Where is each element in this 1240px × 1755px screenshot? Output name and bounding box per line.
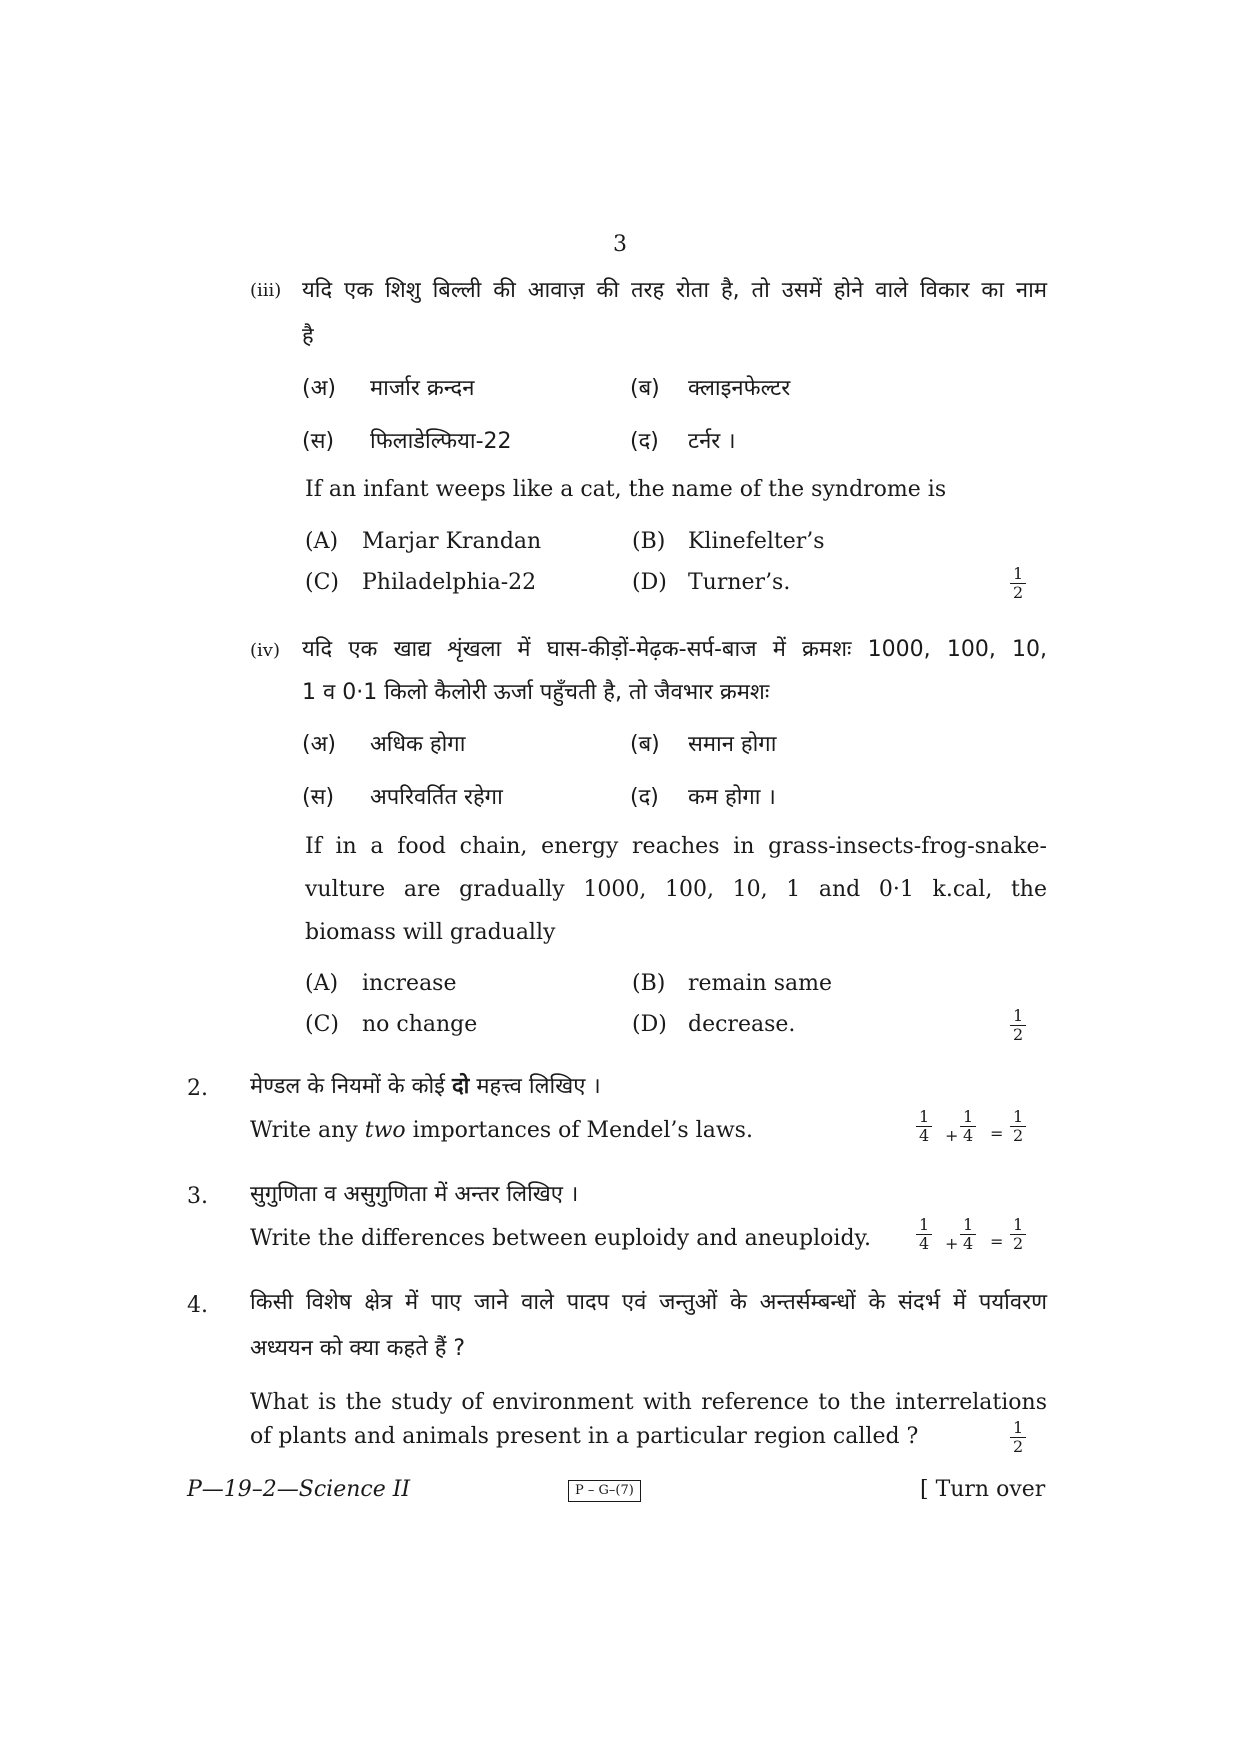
english-question-line: vulture are gradually 1000, 100, 10, 1 and 0·1 k.cal, the [305,877,1047,902]
hindi-emphasis: दो [451,1074,470,1099]
hindi-question-line: 1 व 0·1 किलो कैलोरी ऊर्जा पहुँचती है, तो जैवभार क्रमशः [302,680,770,705]
option-label: (B) [632,971,666,996]
option-label: (D) [632,570,667,595]
option-text: क्लाइनफेल्टर [688,376,791,401]
option-label: (स) [302,429,335,454]
option-label: (A) [305,529,339,554]
fraction-numerator: 1 [916,1108,932,1127]
question-number: 2. [187,1076,208,1101]
paper-code: P—19–2—Science II [187,1477,411,1502]
option-text: कम होगा । [688,785,776,810]
english-question-line: What is the study of environment with reference to the interrelations [250,1390,1047,1415]
option-text: अपरिवर्तित रहेगा [370,785,503,810]
fraction-denominator: 4 [919,1234,930,1253]
option-label: (ब) [630,376,660,401]
hindi-question-line: यदि एक खाद्य शृंखला में घास-कीड़ों-मेढ़क-सर्प-बाज में क्रमशः 1000, 100, 10, [302,637,1047,662]
marks-fraction [1010,565,1026,602]
fraction-numerator: 1 [916,1216,932,1235]
hindi-text: महत्त्व लिखिए । [469,1074,601,1099]
fraction-numerator: 1 [1010,1108,1026,1127]
marks-fraction [916,1108,932,1145]
option-text: remain same [688,971,832,996]
english-question: Write the differences between euploidy and aneuploidy. [250,1226,872,1251]
fraction-numerator: 1 [960,1108,976,1127]
option-text: Klinefelter’s [688,529,825,554]
fraction-numerator: 1 [1010,1216,1026,1235]
hindi-question: सुगुणिता व असुगुणिता में अन्तर लिखिए । [250,1182,579,1207]
english-text: importances of Mendel’s laws. [405,1118,753,1143]
option-text: अधिक होगा [370,732,466,757]
option-text: मार्जार क्रन्दन [370,376,475,401]
english-question-line: of plants and animals present in a particular region called ? [250,1424,919,1449]
option-text: समान होगा [688,732,777,757]
marks-fraction [960,1216,976,1253]
fraction-denominator: 4 [919,1126,930,1145]
hindi-text: मेण्डल के नियमों के कोई [250,1074,452,1099]
fraction-denominator: 2 [1013,1234,1024,1253]
marks-fraction [1010,1216,1026,1253]
marks-fraction [1010,1419,1026,1456]
plus-sign: + [945,1234,959,1253]
option-label: (D) [632,1012,667,1037]
english-question: If an infant weeps like a cat, the name of the syndrome is [305,477,947,502]
fraction-denominator: 2 [1013,1437,1024,1456]
hindi-question [250,1070,601,1100]
question-number: 4. [187,1293,208,1318]
option-text: decrease. [688,1012,796,1037]
english-question-line: biomass will gradually [305,920,556,945]
marks-fraction [1010,1007,1026,1044]
option-label: (द) [630,429,659,454]
english-question-line: If in a food chain, energy reaches in grass-insects-frog-snake- [305,834,1047,859]
box-code: P – G–(7) [568,1480,641,1502]
hindi-question-line: है [302,324,314,349]
hindi-question-line: यदि एक शिशु बिल्ली की आवाज़ की तरह रोता है, तो उसमें होने वाले विकार का नाम [302,278,1047,303]
option-label: (अ) [302,376,336,401]
option-label: (B) [632,529,666,554]
fraction-denominator: 4 [963,1126,974,1145]
option-text: Marjar Krandan [362,529,542,554]
part-label: (iv) [250,640,280,661]
fraction-denominator: 2 [1013,1025,1024,1044]
fraction-numerator: 1 [960,1216,976,1235]
option-label: (स) [302,785,335,810]
english-emphasis: two [364,1118,406,1143]
fraction-denominator: 4 [963,1234,974,1253]
english-text: Write any [250,1118,365,1143]
equals-sign: = [990,1124,1004,1143]
option-label: (द) [630,785,659,810]
option-text: no change [362,1012,478,1037]
marks-fraction [1010,1108,1026,1145]
option-label: (C) [305,570,339,595]
part-label: (iii) [250,280,282,301]
option-text: टर्नर । [688,429,736,454]
page-number: 3 [613,232,627,257]
option-text: फिलाडेल्फिया-22 [370,429,512,454]
option-label: (A) [305,971,339,996]
option-label: (C) [305,1012,339,1037]
option-text: Philadelphia-22 [362,570,537,595]
fraction-numerator: 1 [1010,1007,1026,1026]
option-text: Turner’s. [688,570,791,595]
turn-over-note: [ Turn over [920,1477,1046,1502]
equals-sign: = [990,1232,1004,1251]
hindi-question-line: अध्ययन को क्या कहते हैं ? [250,1336,466,1361]
plus-sign: + [945,1126,959,1145]
option-text: increase [362,971,457,996]
marks-fraction [916,1216,932,1253]
marks-fraction [960,1108,976,1145]
fraction-denominator: 2 [1013,1126,1024,1145]
option-label: (अ) [302,732,336,757]
question-number: 3. [187,1184,208,1209]
english-question [250,1118,753,1143]
fraction-denominator: 2 [1013,583,1024,602]
fraction-numerator: 1 [1010,565,1026,584]
option-label: (ब) [630,732,660,757]
hindi-question-line: किसी विशेष क्षेत्र में पाए जाने वाले पादप एवं जन्तुओं के अन्तर्सम्बन्धों के संदर्भ में पर्यावरण [250,1290,1047,1315]
fraction-numerator: 1 [1010,1419,1026,1438]
